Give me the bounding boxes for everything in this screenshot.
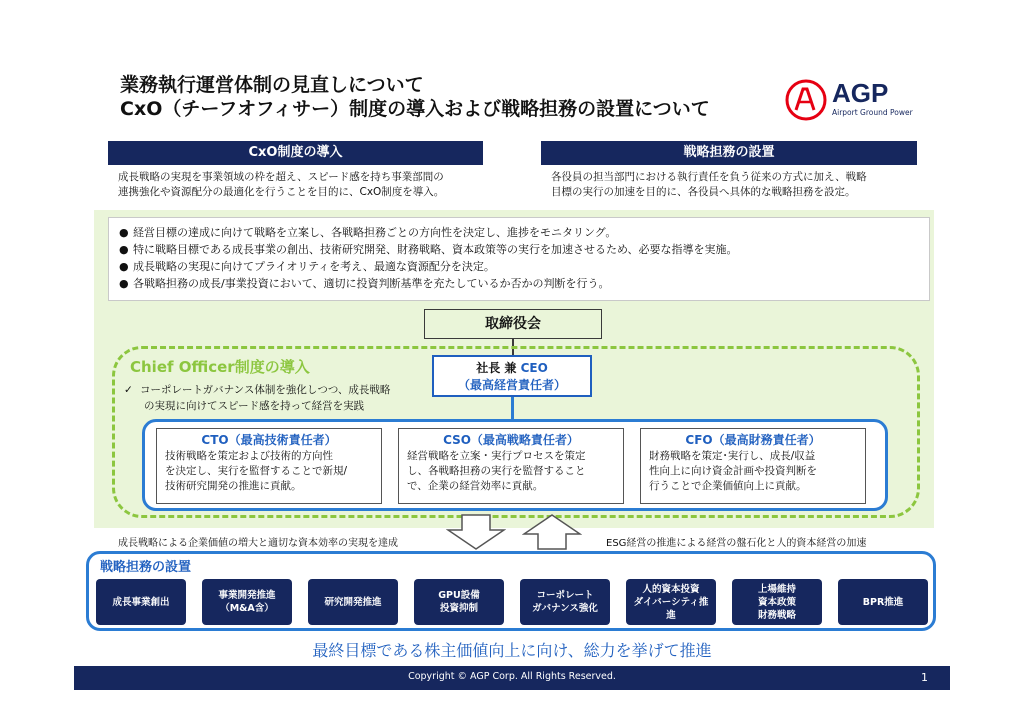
cxo-section-text (118, 170, 498, 200)
chief-officer-note: ✓ コーポレートガバナンス体制を強化しつつ、成長戦略 の実現に向けてスピード感を持って経営を実践 (124, 384, 391, 412)
strategy-section-header: 戦略担務の設置 (541, 141, 917, 165)
duty-listing-capital-policy: 上場維持 資本政策 財務戦略 (732, 579, 822, 625)
strategic-duties-title: 戦略担務の設置 (100, 560, 192, 575)
bullet-icon: ● (119, 243, 129, 256)
duty-corporate-governance: コーポレート ガバナンス強化 (520, 579, 610, 625)
agp-logo (784, 78, 914, 122)
bullet-list (108, 217, 930, 301)
cxo-section-header: CxO制度の導入 (108, 141, 483, 165)
agp-logo-mark (784, 78, 828, 122)
cfo-box: CFO（最高財務責任者） 財務戦略を策定･実行し、成長/収益 性向上に向け資金計画や投資判断を 行うことで企業価値向上に貢献。 (640, 428, 866, 504)
duty-bpr: BPR推進 (838, 579, 928, 625)
bullet-item: ● 特に戦略目標である成長事業の創出、技術研究開発、財務戦略、資本政策等の実行を加速させるため、必要な指導を実施。 (119, 243, 738, 256)
cxo-text-line2: 連携強化や資源配分の最適化を行うことを目的に、CxO制度を導入。 (118, 186, 445, 198)
down-arrow-icon (446, 514, 506, 550)
page-title-line2: CxO（チーフオフィサー）制度の導入および戦略担務の設置について (120, 98, 710, 120)
bullet-icon: ● (119, 226, 129, 239)
duty-human-capital: 人的資本投資 ダイバーシティ推 進 (626, 579, 716, 625)
strategy-text-line2: 目標の実行の加速を目的に、各役員へ具体的な戦略担務を設定。 (551, 186, 856, 198)
check-icon: ✓ (124, 384, 133, 396)
cto-box: CTO（最高技術責任者） 技術戦略を策定および技術的方向性 を決定し、実行を監督することで新規/ 技術研究開発の推進に貢献。 (156, 428, 382, 504)
strategy-text-line1: 各役員の担当部門における執行責任を負う従来の方式に加え、戦略 (551, 171, 867, 183)
logo-text: AGP (832, 78, 889, 108)
duty-rnd: 研究開発推進 (308, 579, 398, 625)
board-of-directors: 取締役会 (424, 309, 602, 339)
right-arrow-caption: ESG経営の推進による経営の盤石化と人的資本経営の加速 (606, 538, 867, 549)
page-title-line1: 業務執行運営体制の見直しについて (120, 74, 424, 96)
chief-officer-title: Chief Officer制度の導入 (130, 358, 310, 376)
strategy-section-text (551, 170, 931, 200)
cxo-text-line1: 成長戦略の実現を事業領域の枠を超え、スピード感を持ち事業部間の (118, 171, 444, 183)
bullet-item: ● 成長戦略の実現に向けてプライオリティを考え、最適な資源配分を決定。 (119, 260, 495, 273)
ceo-connector (511, 397, 514, 419)
bullet-icon: ● (119, 277, 129, 290)
duty-growth-business: 成長事業創出 (96, 579, 186, 625)
up-arrow-icon (522, 514, 582, 550)
left-arrow-caption: 成長戦略による企業価値の増大と適切な資本効率の実現を達成 (118, 538, 398, 549)
bullet-icon: ● (119, 260, 129, 273)
logo-subtext: Airport Ground Power (832, 108, 913, 117)
bullet-item: ● 経営目標の達成に向けて戦略を立案し、各戦略担務ごとの方向性を決定し、進捗をモニタリング。 (119, 226, 617, 239)
footer-bar (74, 666, 950, 690)
final-goal-text: 最終目標である株主価値向上に向け、総力を挙げて推進 (312, 641, 712, 660)
cso-box: CSO（最高戦略責任者） 経営戦略を立案・実行プロセスを策定 し、各戦略担務の実行を監督すること で、企業の経営効率に貢献。 (398, 428, 624, 504)
duty-business-development: 事業開発推進 （M&A含） (202, 579, 292, 625)
copyright-text: Copyright © AGP Corp. All Rights Reserved. (408, 671, 616, 682)
bullet-item: ● 各戦略担務の成長/事業投資において、適切に投資判断基準を充たしているか否かの判断を行う。 (119, 277, 610, 290)
ceo-box: 社長 兼 CEO （最高経営責任者） (432, 355, 592, 397)
duty-gpu-capex: GPU設備 投資抑制 (414, 579, 504, 625)
page-number: 1 (921, 671, 928, 684)
